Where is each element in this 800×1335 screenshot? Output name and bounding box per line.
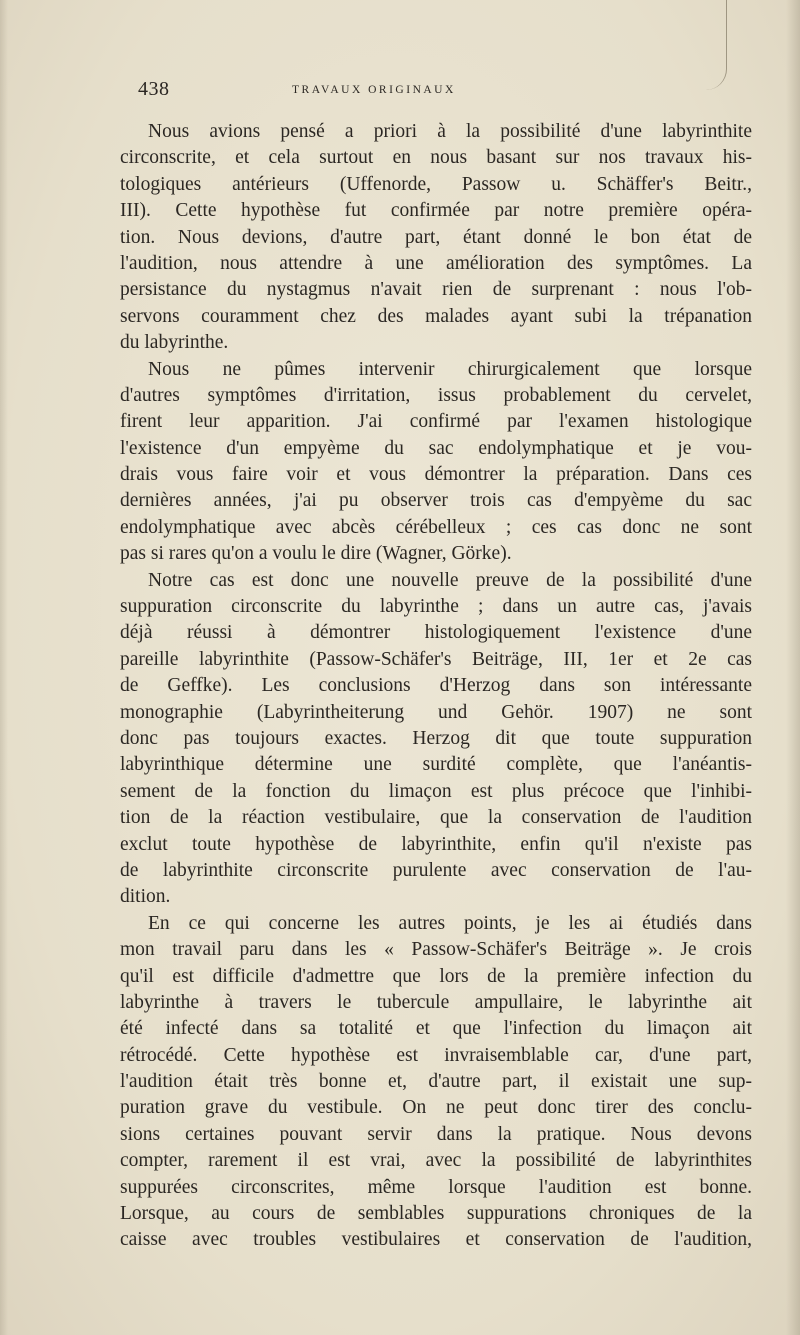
text-line: de labyrinthite circonscrite purulente avec conservation de l'au-: [120, 859, 752, 881]
text-line: l'audition était très bonne et, d'autre part, il existait une sup-: [120, 1071, 752, 1093]
text-line: exclut toute hypothèse de labyrinthite, enfin qu'il n'existe pas: [120, 833, 752, 855]
page-corner-crease: [706, 0, 727, 90]
text-line: Lorsque, au cours de semblables suppurations chroniques de la: [120, 1203, 752, 1225]
text-line: caisse avec troubles vestibulaires et conservation de l'audition,: [120, 1229, 752, 1251]
text-line: déjà réussi à démontrer histologiquement l'existence d'une: [120, 622, 752, 644]
text-line: III). Cette hypothèse fut confirmée par notre première opéra-: [120, 200, 752, 222]
text-line: servons couramment chez des malades ayant subi la trépanation: [120, 305, 752, 327]
paragraph-3: [120, 568, 752, 911]
text-line: de Geffke). Les conclusions d'Herzog dans son intéressante: [120, 675, 752, 697]
page-number: 438: [138, 78, 170, 100]
text-line: donc pas toujours exactes. Herzog dit que toute suppuration: [120, 727, 752, 749]
text-line: tion de la réaction vestibulaire, que la conservation de l'audition: [120, 807, 752, 829]
text-line: pareille labyrinthite (Passow-Schäfer's Beiträge, III, 1er et 2e cas: [120, 648, 752, 670]
paragraph-4: [120, 911, 752, 1254]
page-right-edge-shadow: [786, 0, 800, 1335]
paragraph-1: [120, 119, 752, 357]
text-line: endolymphatique avec abcès cérébelleux ; ces cas donc ne sont: [120, 516, 752, 538]
running-head: TRAVAUX ORIGINAUX: [292, 84, 456, 96]
text-line: tologiques antérieurs (Uffenorde, Passow u. Schäffer's Beitr.,: [120, 173, 752, 195]
text-line: labyrinthique détermine une surdité complète, que l'anéantis-: [120, 754, 752, 776]
text-line: l'audition, nous attendre à une amélioration des symptômes. La: [120, 252, 752, 274]
text-line: monographie (Labyrintheiterung und Gehör. 1907) ne sont: [120, 701, 752, 723]
text-line: d'autres symptômes d'irritation, issus probablement du cervelet,: [120, 384, 752, 406]
text-line: du labyrinthe.: [120, 332, 229, 354]
text-line: sions certaines pouvant servir dans la pratique. Nous devons: [120, 1123, 752, 1145]
text-line: pas si rares qu'on a voulu le dire (Wagner, Görke).: [120, 543, 512, 565]
text-line: été infecté dans sa totalité et que l'infection du limaçon ait: [120, 1018, 752, 1040]
text-line: suppuration circonscrite du labyrinthe ; dans un autre cas, j'avais: [120, 596, 752, 618]
page-left-edge-shadow: [0, 0, 8, 1335]
text-line: circonscrite, et cela surtout en nous basant sur nos travaux his-: [120, 147, 752, 169]
text-line: firent leur apparition. J'ai confirmé par l'examen histologique: [120, 411, 752, 433]
text-line: dernières années, j'ai pu observer trois cas d'empyème du sac: [120, 490, 752, 512]
text-line: compter, rarement il est vrai, avec la possibilité de labyrinthites: [120, 1150, 752, 1172]
text-line: rétrocédé. Cette hypothèse est invraisemblable car, d'une part,: [120, 1044, 752, 1066]
text-line: Nous ne pûmes intervenir chirurgicalement que lorsque: [148, 358, 752, 380]
text-line: sement de la fonction du limaçon est plus précoce que l'inhibi-: [120, 780, 752, 802]
page-header: [138, 78, 758, 102]
text-line: dition.: [120, 886, 171, 908]
text-line: tion. Nous devions, d'autre part, étant donné le bon état de: [120, 226, 752, 248]
text-line: drais vous faire voir et vous démontrer la préparation. Dans ces: [120, 464, 752, 486]
text-line: qu'il est difficile d'admettre que lors de la première infection du: [120, 965, 752, 987]
text-line: l'existence d'un empyème du sac endolymphatique et je vou-: [120, 437, 752, 459]
text-line: puration grave du vestibule. On ne peut donc tirer des conclu-: [120, 1097, 752, 1119]
text-line: labyrinthe à travers le tubercule ampullaire, le labyrinthe ait: [120, 991, 752, 1013]
text-line: suppurées circonscrites, même lorsque l'audition est bonne.: [120, 1176, 752, 1198]
body-text: [120, 119, 752, 1254]
text-line: Notre cas est donc une nouvelle preuve de la possibilité d'une: [148, 569, 752, 591]
text-line: persistance du nystagmus n'avait rien de surprenant : nous l'ob-: [120, 279, 752, 301]
paragraph-2: [120, 357, 752, 568]
text-line: Nous avions pensé a priori à la possibilité d'une labyrinthite: [148, 121, 752, 142]
text-line: mon travail paru dans les « Passow-Schäfer's Beiträge ». Je crois: [120, 939, 752, 961]
text-line: En ce qui concerne les autres points, je les ai étudiés dans: [148, 912, 752, 934]
